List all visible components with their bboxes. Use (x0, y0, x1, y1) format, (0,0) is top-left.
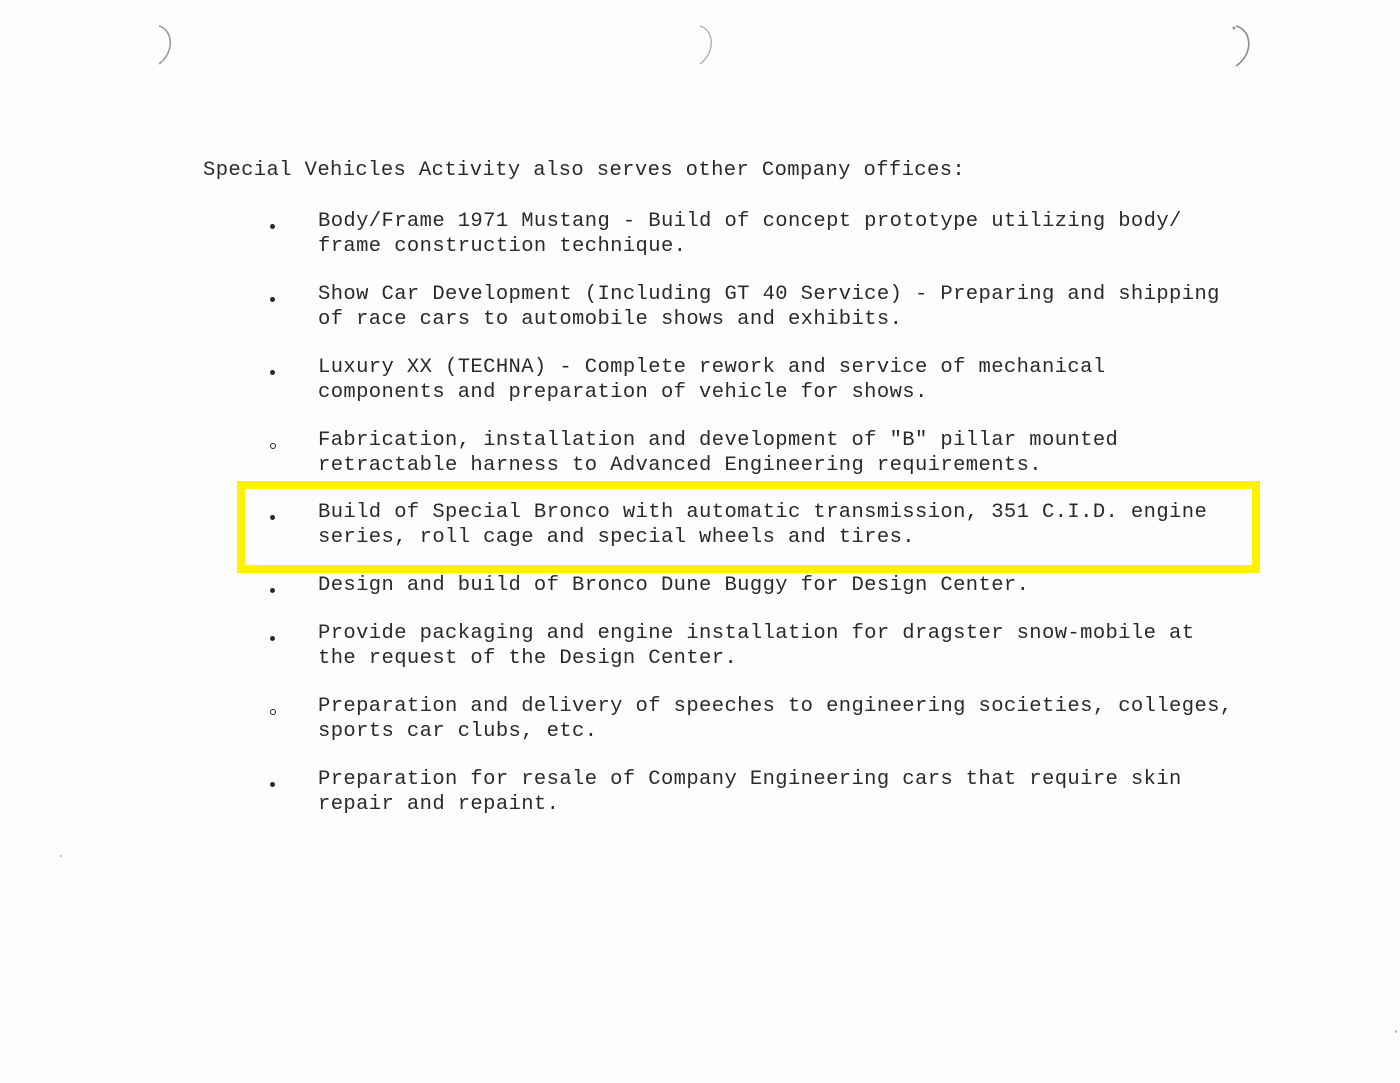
list-item-text: Provide packaging and engine installation for dragster snow-mobile at the request of the Design Center. (318, 622, 1195, 670)
punch-hole-left (145, 22, 185, 68)
list-item-text: Preparation for resale of Company Engineering cars that require skin repair and repaint. (318, 768, 1182, 816)
list-item-text: Fabrication, installation and development of "B" pillar mounted retractable harness to Advanced Engineering requirements. (318, 429, 1119, 477)
list-item-text: Build of Special Bronco with automatic transmission, 351 C.I.D. engine series, roll cage and special wheels and tires. (318, 501, 1208, 549)
intro-line: Special Vehicles Activity also serves other Company offices: (203, 159, 966, 182)
list-item-text: Preparation and delivery of speeches to engineering societies, colleges, sports car clubs, etc. (318, 695, 1233, 743)
list-item-text: Body/Frame 1971 Mustang - Build of concept prototype utilizing body/ frame construction technique. (318, 210, 1182, 258)
list-item-text: Design and build of Bronco Dune Buggy for Design Center. (318, 574, 1030, 597)
list-item-text: Show Car Development (Including GT 40 Service) - Preparing and shipping of race cars to automobile shows and exhibits. (318, 283, 1220, 331)
punch-hole-center (690, 22, 730, 68)
paper-speck (60, 855, 62, 857)
paper-speck (1395, 1030, 1397, 1033)
punch-hole-right (1222, 22, 1262, 68)
list-item-text: Luxury XX (TECHNA) - Complete rework and service of mechanical components and preparation of vehicle for shows. (318, 356, 1106, 404)
